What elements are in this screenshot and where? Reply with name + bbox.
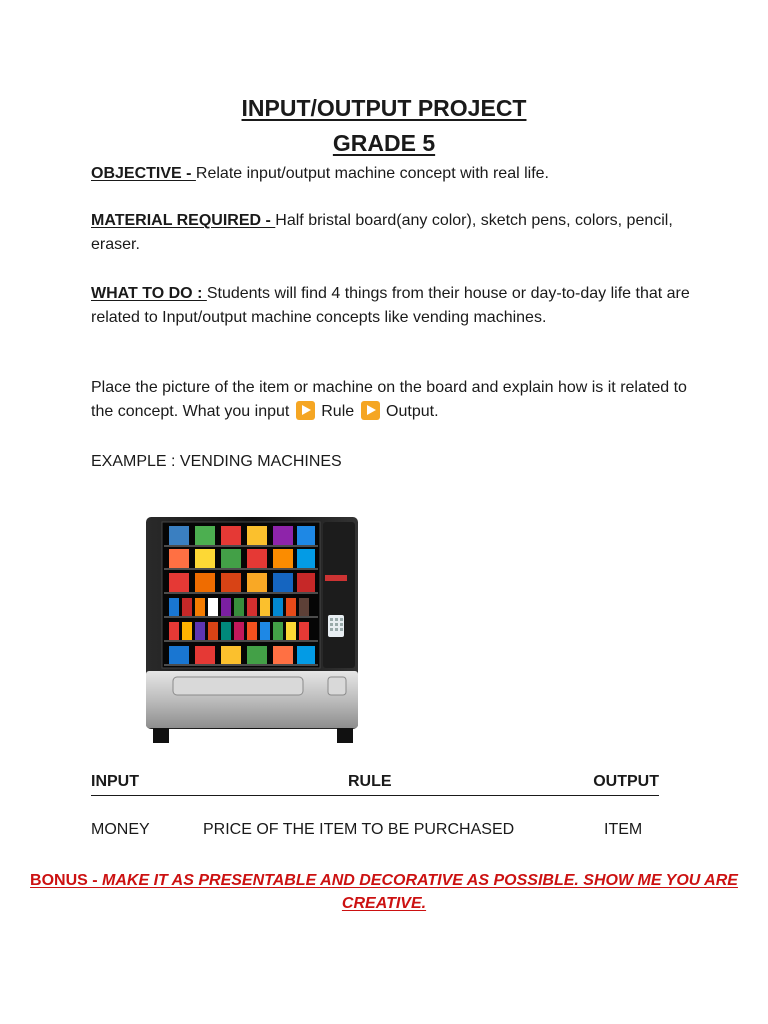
header-rule: RULE xyxy=(348,773,392,790)
cell-output: ITEM xyxy=(604,821,643,838)
bonus-note xyxy=(0,869,768,915)
objective-paragraph xyxy=(91,162,691,186)
instructions-paragraph xyxy=(91,376,691,424)
what-to-do-text: Students will find 4 things from their house or day-to-day life that are related to Input/output machine concepts like vending machines. xyxy=(91,285,690,326)
objective-text: Relate input/output machine concept with real life. xyxy=(195,165,549,182)
what-to-do-label: WHAT TO DO : xyxy=(91,285,207,302)
instructions-text: Place the picture of the item or machine on the board and explain how is it related to the concept. What you input xyxy=(91,379,687,420)
example-heading: EXAMPLE : VENDING MACHINES xyxy=(91,453,342,470)
rule-word: Rule xyxy=(316,403,359,420)
objective-label: OBJECTIVE - xyxy=(91,165,196,182)
io-table-row xyxy=(91,821,691,843)
io-table-header xyxy=(91,773,659,796)
vending-machine-image xyxy=(145,515,361,745)
cell-input: MONEY xyxy=(91,821,150,838)
header-output: OUTPUT xyxy=(593,773,659,790)
grade-title: GRADE 5 xyxy=(332,130,436,156)
play-button-icon xyxy=(296,401,315,420)
header-input: INPUT xyxy=(91,773,139,790)
bonus-label: BONUS - xyxy=(30,872,103,889)
material-paragraph xyxy=(91,209,691,257)
cell-rule: PRICE OF THE ITEM TO BE PURCHASED xyxy=(203,821,515,838)
material-text: Half bristal board(any color), sketch pens, colors, pencil, eraser. xyxy=(91,212,673,253)
play-button-icon xyxy=(361,401,380,420)
output-word: Output. xyxy=(381,403,439,420)
page-title: INPUT/OUTPUT PROJECT xyxy=(241,95,527,121)
bonus-text: MAKE IT AS PRESENTABLE AND DECORATIVE AS POSSIBLE. SHOW ME YOU ARE CREATIVE. xyxy=(102,872,738,912)
what-to-do-paragraph xyxy=(91,282,691,330)
material-label: MATERIAL REQUIRED - xyxy=(91,212,276,229)
